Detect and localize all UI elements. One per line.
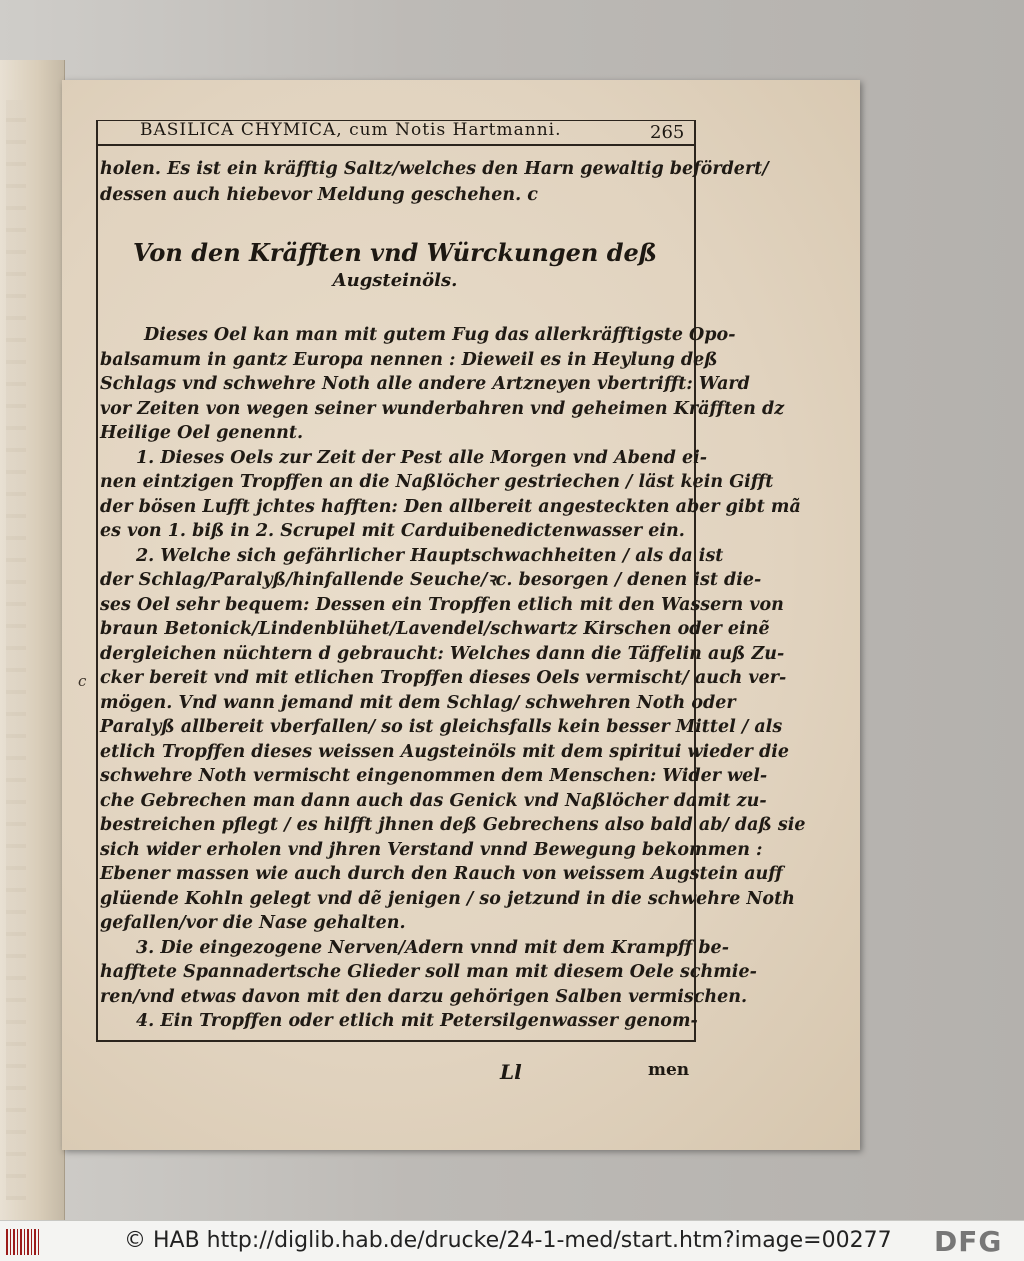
- text-line: 1. Dieses Oels zur Zeit der Pest alle Morgen vnd Abend ei-: [136, 447, 708, 468]
- text-line: ses Oel sehr bequem: Dessen ein Tropffen etlich mit den Wassern von: [100, 594, 784, 615]
- page-number: 265: [650, 122, 685, 143]
- section-heading: Von den Kräfften vnd Würckungen deß: [132, 238, 658, 267]
- signature-mark: Ll: [500, 1060, 522, 1084]
- body-text: [100, 322, 806, 1034]
- text-line: glüende Kohln gelegt vnd dẽ jenigen / so jetzund in die schwehre Noth: [100, 888, 795, 909]
- text-line: Ebener massen wie auch durch den Rauch von weissem Augstein auff: [100, 864, 783, 884]
- text-line: Schlags vnd schwehre Noth alle andere Artzneyen vbertrifft: Ward: [100, 374, 750, 394]
- adjacent-page-edge: [0, 60, 65, 1220]
- text-line: 4. Ein Tropffen oder etlich mit Petersilgenwasser genom-: [136, 1011, 698, 1031]
- text-line: Dieses Oel kan man mit gutem Fug das allerkräfftigste Opo-: [144, 325, 736, 345]
- section-heading-subtitle: Augsteinöls.: [332, 270, 458, 291]
- running-head: BASILICA CHYMICA, cum Notis Hartmanni.: [140, 120, 562, 140]
- text-line: der Schlag/Paralyß/hinfallende Seuche/ꝛc. besorgen / denen ist die-: [100, 570, 762, 590]
- footer-credit-link[interactable]: © HAB http://diglib.hab.de/drucke/24-1-med/start.htm?image=00277: [124, 1228, 892, 1253]
- text-line: vor Zeiten von wegen seiner wunderbahren vnd geheimen Kräfften dz: [100, 398, 785, 419]
- text-line: Heilige Oel genennt.: [100, 423, 304, 443]
- text-line: dessen auch hiebevor Meldung geschehen. c: [100, 185, 538, 205]
- footer-rule: [96, 1040, 696, 1042]
- text-line: sich wider erholen vnd jhren Verstand vnnd Bewegung bekommen :: [100, 839, 763, 860]
- dfg-logo: DFG: [934, 1225, 1003, 1258]
- text-line: bestreichen pflegt / es hilfft jhnen deß Gebrechens also bald ab/ daß sie: [100, 815, 806, 835]
- barcode-icon: [6, 1229, 40, 1255]
- continuation-text: [100, 150, 769, 210]
- text-line: mögen. Vnd wann jemand mit dem Schlag/ schwehren Noth oder: [100, 692, 736, 713]
- text-line: etlich Tropffen dieses weissen Augsteinöls mit dem spiritui wieder die: [100, 741, 790, 762]
- text-line: balsamum in gantz Europa nennen : Dieweil es in Heylung deß: [100, 349, 718, 370]
- catchword: men: [648, 1060, 690, 1080]
- text-line: der bösen Lufft jchtes hafften: Den allbereit angesteckten aber gibt mã: [100, 496, 801, 517]
- text-line: 3. Die eingezogene Nerven/Adern vnnd mit dem Krampff be-: [136, 937, 729, 958]
- text-line: schwehre Noth vermischt eingenommen dem Menschen: Wider wel-: [100, 766, 768, 786]
- text-line: cker bereit vnd mit etlichen Tropffen dieses Oels vermischt/ auch ver-: [100, 668, 787, 688]
- text-line: hafftete Spannadertsche Glieder soll man mit diesem Oele schmie-: [100, 962, 757, 982]
- text-line: holen. Es ist ein kräfftig Saltz/welches den Harn gewaltig befördert/: [100, 159, 769, 179]
- text-line: che Gebrechen man dann auch das Genick vnd Naßlöcher damit zu-: [100, 790, 767, 811]
- text-line: es von 1. biß in 2. Scrupel mit Carduibenedictenwasser ein.: [100, 521, 685, 541]
- marginal-note: c: [78, 672, 87, 690]
- text-line: nen eintzigen Tropffen an die Naßlöcher gestriechen / läst kein Gifft: [100, 472, 774, 492]
- page-edge-strip: [6, 100, 26, 1200]
- footer-bar: [0, 1220, 1024, 1261]
- text-line: braun Betonick/Lindenblühet/Lavendel/schwartz Kirschen oder einẽ: [100, 619, 770, 639]
- text-line: gefallen/vor die Nase gehalten.: [100, 913, 406, 933]
- text-line: dergleichen nüchtern d gebraucht: Welches dann die Täffelin auß Zu-: [100, 643, 785, 664]
- text-line: Paralyß allbereit vberfallen/ so ist gleichsfalls kein besser Mittel / als: [100, 717, 783, 737]
- text-line: ren/vnd etwas davon mit den darzu gehörigen Salben vermischen.: [100, 986, 748, 1007]
- text-line: 2. Welche sich gefährlicher Hauptschwachheiten / als da ist: [136, 545, 724, 566]
